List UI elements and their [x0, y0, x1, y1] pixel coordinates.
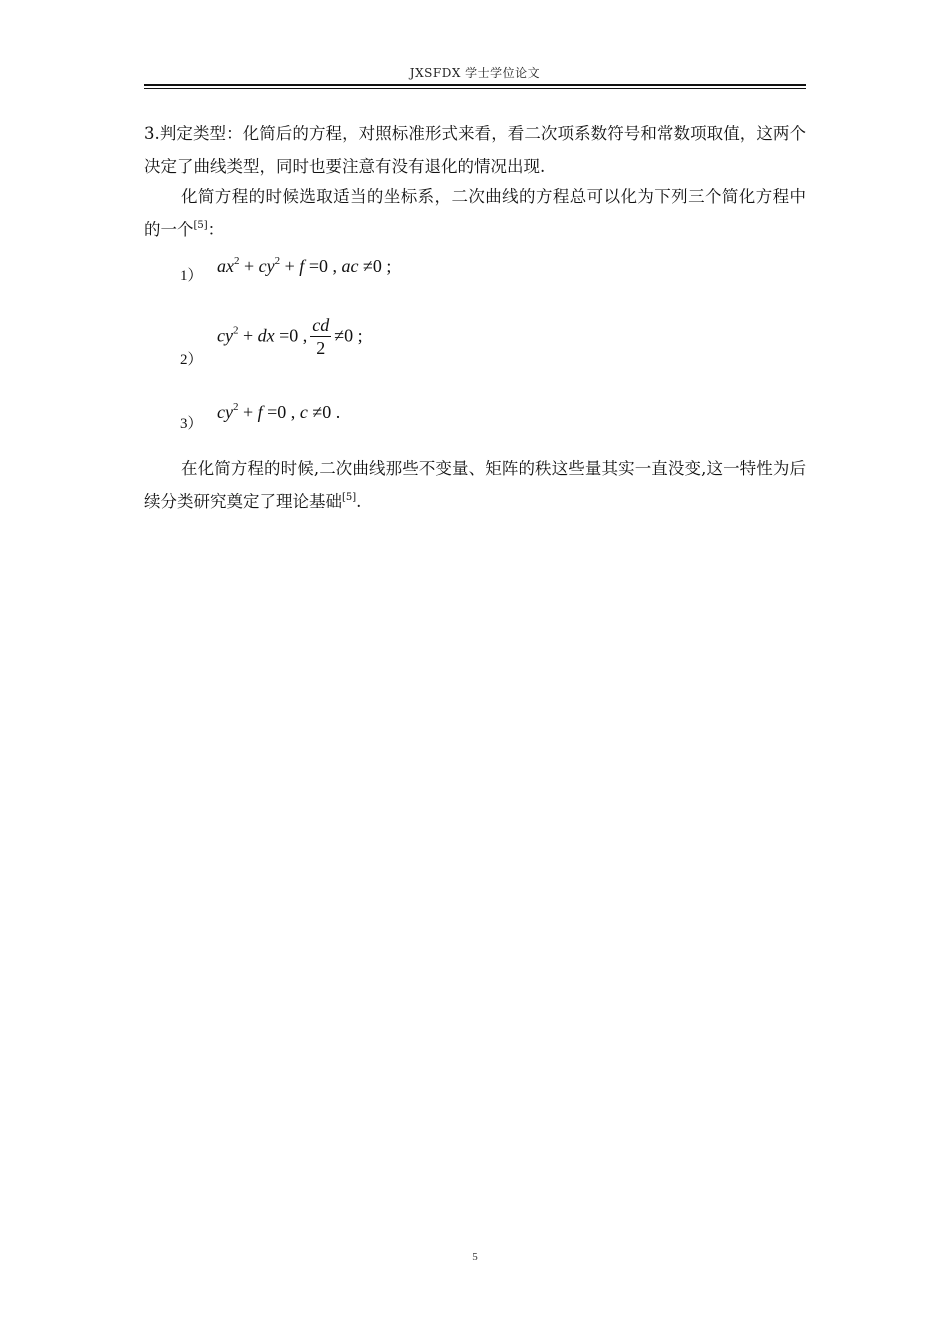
equation-2: $cy^2$ + dx =0 , $\frac{cd}{2}$ ≠0 ; — [217, 315, 363, 358]
equation-number: 3） — [180, 416, 203, 432]
paragraph-end: ： — [207, 220, 225, 239]
fraction: $\frac{cd}{2}$ — [312, 315, 330, 358]
paragraph-text: 在化简方程的时候,二次曲线那些不变量、矩阵的秩这些量其实一直没变,这一特性为后续分类研究奠定了理论基础 — [144, 459, 806, 511]
paragraph-invariants — [144, 452, 806, 518]
paragraph-classify-type: 3.判定类型：化简后的方程，对照标准形式来看，看二次项系数符号和常数项取值，这两个决定了曲线类型，同时也要注意有没有退化的情况出现. — [144, 124, 806, 176]
equation-1: $ax^2 + cy^2 + f =0$ , ac ≠0 ; — [217, 255, 392, 276]
equation-row-3 — [180, 400, 780, 460]
paragraph-end: . — [356, 492, 362, 511]
header-rule — [144, 84, 806, 86]
paragraph-text: 化简方程的时候选取适当的坐标系，二次曲线的方程总可以化为下列三个简化方程中的一个 — [144, 187, 806, 239]
page-number: 5 — [472, 1251, 478, 1263]
header-rule-thin — [144, 88, 806, 89]
equation-3: $cy^2 + f =0$ , c ≠0 . — [217, 401, 341, 422]
running-header: JXSFDX 学士学位论文 — [409, 66, 541, 80]
citation: [5] — [193, 220, 208, 231]
equation-number: 1） — [180, 268, 203, 284]
equation-row-2 — [180, 316, 780, 376]
paragraph-simplified-forms — [144, 180, 806, 246]
citation: [5] — [342, 492, 357, 503]
equation-number: 2） — [180, 352, 203, 368]
equation-row-1 — [180, 254, 780, 314]
